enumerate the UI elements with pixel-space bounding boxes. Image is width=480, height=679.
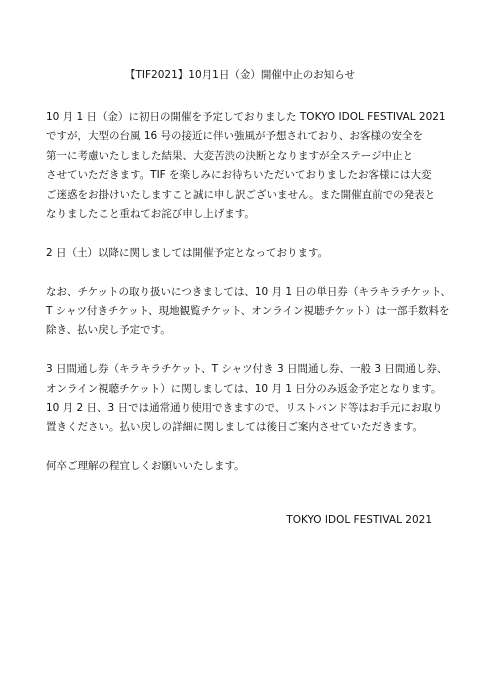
text-line: T シャツ付きチケット、現地観覧チケット、オンライン視聴チケット）は一部手数料を — [46, 305, 450, 318]
text-line: 置きください。払い戻しの詳細に関しましては後日ご案内させていただきます。 — [46, 421, 424, 434]
text-line: 10 月 2 日、3 日では通常通り使用できますので、リストバンド等はお手元にお取り — [46, 402, 443, 415]
text-line: 3 日間通し券（キラキラチケット、T シャツ付き 3 日間通し券、一般 3 日間通し券、 — [46, 363, 448, 376]
text-line: 2 日（土）以降に関しましては開催予定となっております。 — [46, 246, 329, 259]
text-line: 10 月 1 日（金）に初日の開催を予定しておりました TOKYO IDOL FESTIVAL 2021 — [46, 111, 446, 123]
paragraph-closing — [46, 457, 446, 476]
text-line: 何卒ご理解の程宜しくお願いいたします。 — [46, 460, 245, 473]
document-body — [46, 108, 452, 496]
text-line: 第一に考慮いたしました結果、大変苦渋の決断となりますが全ステージ中止と — [46, 149, 414, 162]
text-line: オンライン視聴チケット）に関しましては、10 月 1 日分のみ返金予定となります。 — [46, 382, 442, 395]
document-title: 【TIF2021】10月1日（金）開催中止のお知らせ — [125, 69, 355, 81]
text-line: なりましたこと重ねてお詫び申し上げます。 — [46, 208, 255, 221]
text-line: 除き、払い戻し予定です。 — [46, 324, 171, 337]
paragraph-three-day-passes — [46, 360, 446, 438]
text-line: ですが，大型の台風 16 号の接近に伴い強風が予想されており、お客様の安全を — [46, 130, 424, 143]
text-line: させていただきます。TIF を楽しみにお待ちいただいておりましたお客様には大変 — [46, 169, 432, 182]
paragraph-cancellation-notice — [46, 108, 446, 224]
text-line: ご迷惑をお掛けいたしますこと誠に申し訳ございません。また開催直前での発表と — [46, 188, 436, 201]
paragraph-single-day-tickets — [46, 283, 452, 341]
text-line: なお、チケットの取り扱いにつきましては、10 月 1 日の単日券（キラキラチケット、 — [46, 285, 452, 298]
paragraph-later-days — [46, 244, 446, 263]
signature: TOKYO IDOL FESTIVAL 2021 — [286, 514, 432, 526]
